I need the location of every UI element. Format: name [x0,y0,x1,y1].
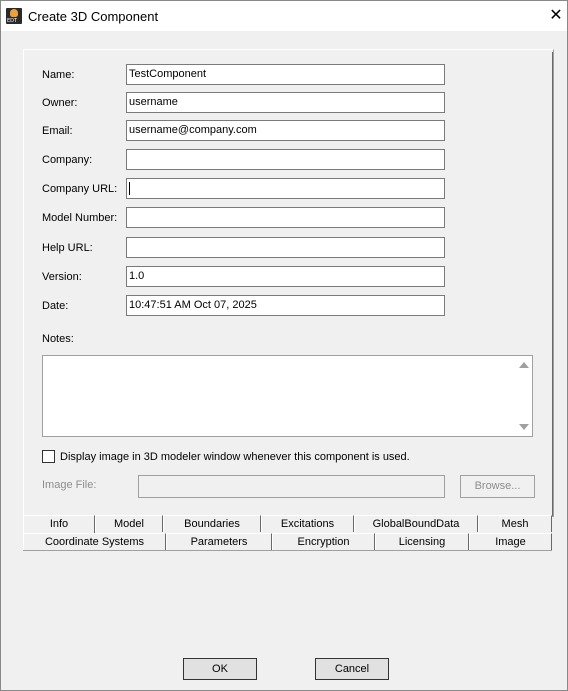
model-number-label: Model Number: [42,212,118,224]
tab-global-bound-data[interactable]: GlobalBoundData [354,515,478,532]
company-url-field[interactable] [126,178,445,199]
email-label: Email: [42,125,73,137]
cancel-button[interactable]: Cancel [315,658,389,680]
tab-excitations[interactable]: Excitations [261,515,354,532]
tab-strip-bottom-border [23,550,552,551]
ok-button[interactable]: OK [183,658,257,680]
close-icon[interactable]: ✕ [549,5,563,24]
title-bar[interactable] [1,1,567,31]
notes-scrollbar[interactable] [515,356,532,436]
help-url-label: Help URL: [42,242,93,254]
tab-image[interactable]: Image [469,533,552,550]
image-file-label: Image File: [42,479,97,491]
tab-coordinate-systems[interactable]: Coordinate Systems [23,533,166,550]
date-field[interactable]: 10:47:51 AM Oct 07, 2025 [126,295,445,316]
notes-label: Notes: [42,333,74,345]
version-field[interactable]: 1.0 [126,266,445,287]
image-file-field [138,475,445,498]
tab-boundaries[interactable]: Boundaries [163,515,261,532]
window-title: Create 3D Component [28,9,159,24]
ansys-edt-icon: EDT [6,8,22,24]
display-image-checkbox[interactable] [42,450,55,463]
owner-label: Owner: [42,97,78,109]
tab-encryption[interactable]: Encryption [272,533,375,550]
notes-textarea[interactable] [42,355,533,437]
name-label: Name: [42,69,75,81]
date-label: Date: [42,300,69,312]
company-label: Company: [42,154,93,166]
display-image-label[interactable]: Display image in 3D modeler window whenever this component is used. [60,451,410,463]
company-field[interactable] [126,149,445,170]
scroll-up-icon[interactable] [519,362,529,368]
browse-button: Browse... [460,475,535,498]
tab-parameters[interactable]: Parameters [166,533,272,550]
email-field[interactable]: username@company.com [126,120,445,141]
model-number-field[interactable] [126,207,445,228]
help-url-field[interactable] [126,237,445,258]
tab-mesh[interactable]: Mesh [478,515,552,532]
name-field[interactable]: TestComponent [126,64,445,85]
tab-licensing[interactable]: Licensing [375,533,469,550]
tab-info[interactable]: Info [23,515,95,535]
company-url-label: Company URL: [42,183,118,195]
text-caret [129,182,130,195]
tab-model[interactable]: Model [95,515,163,532]
owner-field[interactable]: username [126,92,445,113]
version-label: Version: [42,271,82,283]
scroll-down-icon[interactable] [519,424,529,430]
